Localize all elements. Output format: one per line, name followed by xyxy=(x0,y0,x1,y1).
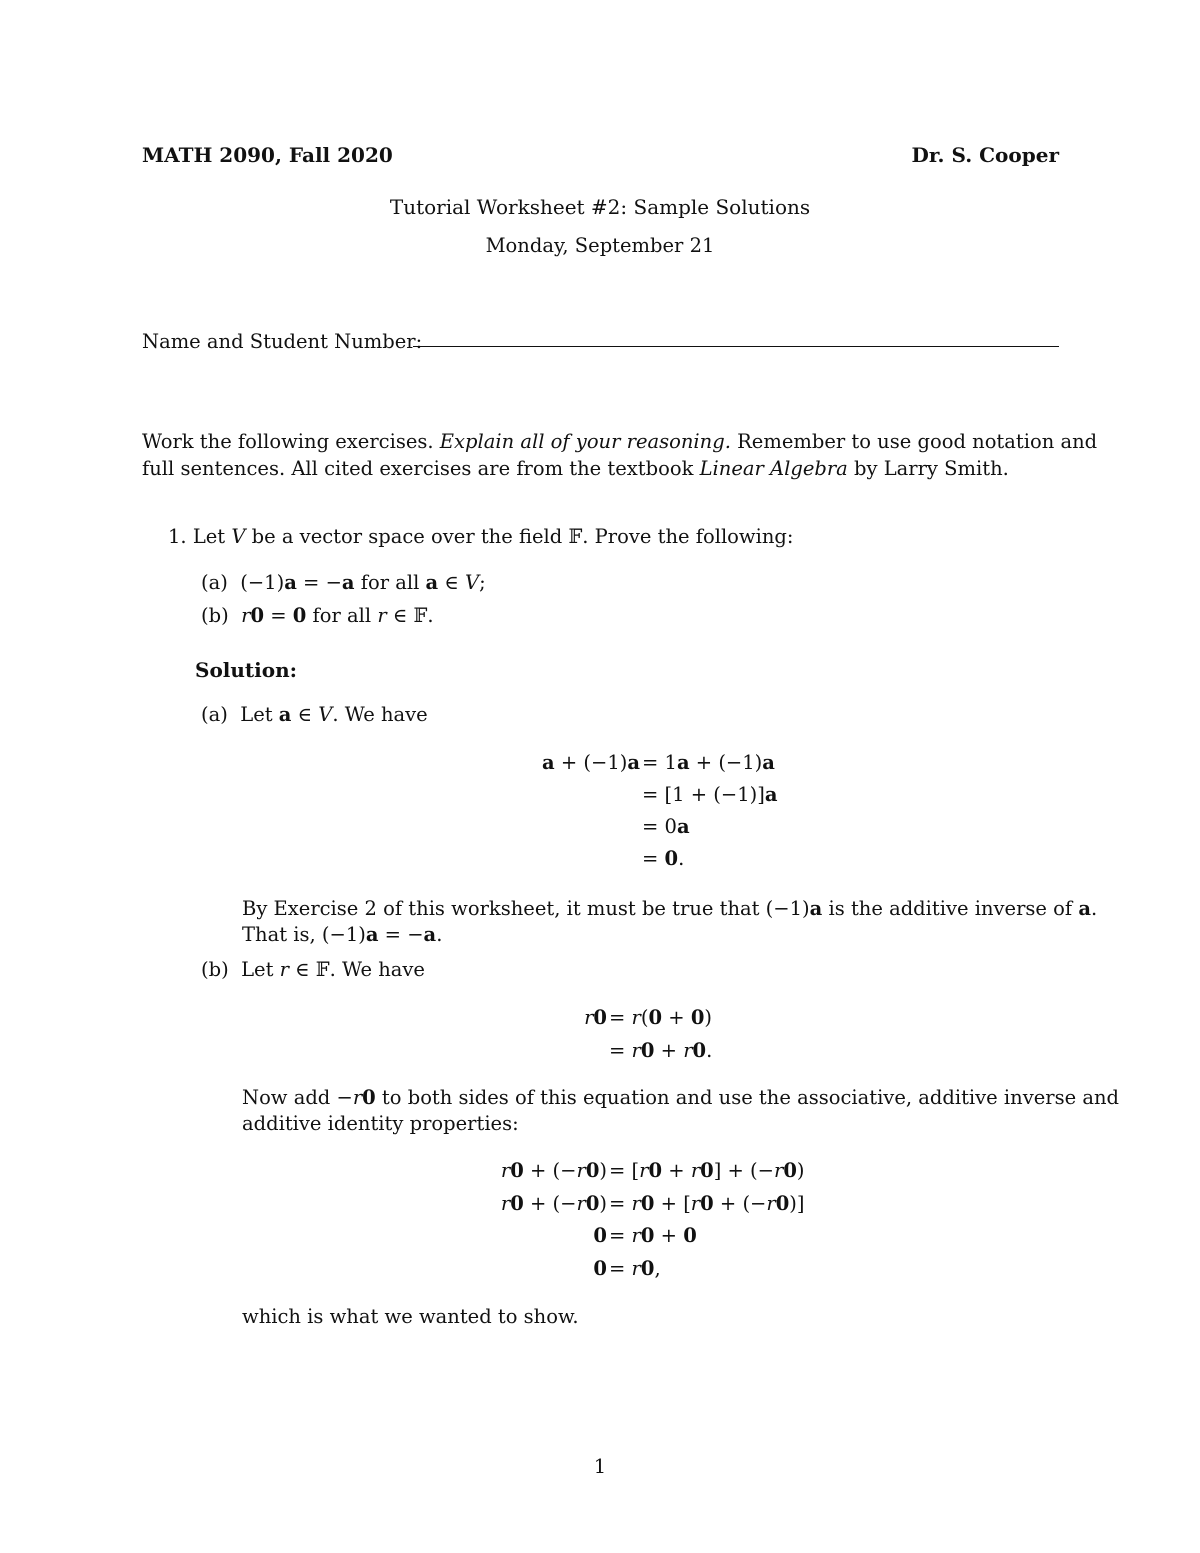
name-field-label: Name and Student Number: xyxy=(142,330,423,353)
page-number: 1 xyxy=(593,1455,607,1478)
solution-b-conclusion: which is what we wanted to show. xyxy=(242,1305,579,1328)
solution-b-text-2: additive identity properties: xyxy=(242,1112,519,1135)
eq-c-lhs3: 0 xyxy=(593,1224,607,1247)
eq-b-line1: = r(0 + 0) xyxy=(609,1006,712,1029)
eq-a-line4: = 0. xyxy=(642,847,685,870)
instructor-name: Dr. S. Cooper xyxy=(911,143,1059,167)
solution-a-intro: (a) Let a ∈ V. We have xyxy=(201,703,428,726)
solution-label: Solution: xyxy=(195,658,298,682)
instructions-line1: Work the following exercises. Explain all of your reasoning. Remember to use good notation and xyxy=(142,430,1098,453)
solution-a-conclusion-2: That is, (−1)a = −a. xyxy=(242,923,443,946)
eq-c-rhs3: = r0 + 0 xyxy=(609,1224,697,1247)
worksheet-title: Tutorial Worksheet #2: Sample Solutions xyxy=(389,195,811,219)
course-title: MATH 2090, Fall 2020 xyxy=(142,143,393,167)
eq-c-rhs1: = [r0 + r0] + (−r0) xyxy=(609,1159,805,1182)
eq-c-lhs1: r0 + (−r0) xyxy=(500,1159,607,1182)
name-field-line[interactable] xyxy=(413,346,1059,347)
eq-a-line1: = 1a + (−1)a xyxy=(642,751,775,774)
exercise-1-statement: 1. Let V be a vector space over the field 𝔽. Prove the following: xyxy=(168,525,794,548)
solution-b-intro: (b) Let r ∈ 𝔽. We have xyxy=(201,958,425,981)
eq-b-lhs: r0 xyxy=(584,1006,607,1029)
exercise-1b: (b) r0 = 0 for all r ∈ 𝔽. xyxy=(201,604,434,627)
exercise-1a: (a) (−1)a = −a for all a ∈ V; xyxy=(201,571,486,594)
eq-c-lhs4: 0 xyxy=(593,1257,607,1280)
worksheet-date: Monday, September 21 xyxy=(485,234,715,257)
instructions-line2: full sentences. All cited exercises are from the textbook Linear Algebra by Larry Smith. xyxy=(142,457,1009,480)
eq-b-line2: = r0 + r0. xyxy=(609,1039,713,1062)
solution-b-text-1: Now add −r0 to both sides of this equation and use the associative, additive inverse and xyxy=(242,1086,1120,1109)
eq-a-line3: = 0a xyxy=(642,815,690,838)
eq-c-rhs4: = r0, xyxy=(609,1257,661,1280)
eq-c-rhs2: = r0 + [r0 + (−r0)] xyxy=(609,1192,805,1215)
eq-c-lhs2: r0 + (−r0) xyxy=(500,1192,607,1215)
solution-a-conclusion-1: By Exercise 2 of this worksheet, it must be true that (−1)a is the additive inverse of a. xyxy=(242,897,1098,920)
eq-a-line2: = [1 + (−1)]a xyxy=(642,783,778,806)
eq-a-lhs: a + (−1)a xyxy=(542,751,640,774)
